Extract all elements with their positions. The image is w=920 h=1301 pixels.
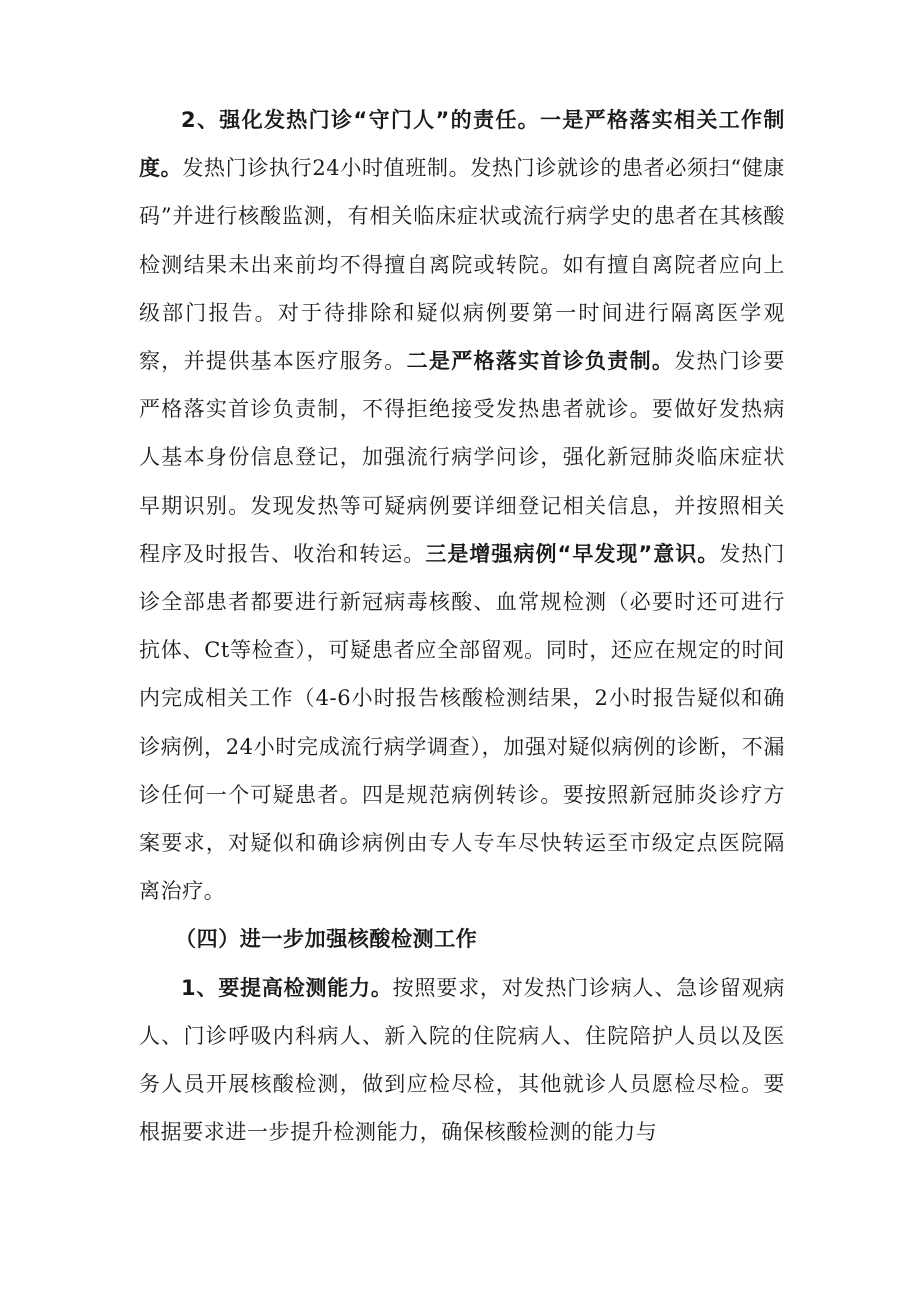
bold-lead-3: 三是增强病例“早发现”意识。 [425,541,720,566]
paragraph-fever-clinic [139,96,785,915]
document-body [139,96,785,1156]
body-text-2: 发热门诊要严格落实首诊负责制，不得拒绝接受发热患者就诊。要做好发热病人基本身份信息登记，加强流行病学问诊，强化新冠肺炎临床症状早期识别。发现发热等可疑病例要详细登记相关信息，并按照相关程序及时报告、收治和转运。 [139,349,786,566]
body-text-4: 按照要求，对发热门诊病人、急诊留观病人、门诊呼吸内科病人、新入院的住院病人、住院陪护人员以及医务人员开展核酸检测，做到应检尽检，其他就诊人员愿检尽检。要根据要求进一步提升检测能力，确保核酸检测的能力与 [139,975,785,1145]
bold-lead-1: 2、强化发热门诊“守门人”的责任。一是严格落实相关工作制度。 [139,108,785,181]
bold-lead-4: 1、要提高检测能力。 [181,975,393,1000]
body-text-3: 发热门诊全部患者都要进行新冠病毒核酸、血常规检测（必要时还可进行抗体、Ct等检查），可疑患者应全部留观。同时，还应在规定的时间内完成相关工作（4-6小时报告核酸检测结果，2小时报告疑似和确诊病例，24小时完成流行病学调查），加强对疑似病例的诊断，不漏诊任何一个可疑患者。四是规范病例转诊。要按照新冠肺炎诊疗方案要求，对疑似和确诊病例由专人专车尽快转运至市级定点医院隔离治疗。 [139,541,785,904]
paragraph-testing-capacity [139,964,785,1157]
section-heading: （四）进一步加强核酸检测工作 [175,926,478,952]
body-text-1: 发热门诊执行24小时值班制。发热门诊就诊的患者必须扫“健康码”并进行核酸监测，有相关临床症状或流行病学史的患者在其核酸检测结果未出来前均不得擅自离院或转院。如有擅自离院者应向上级部门报告。对于待排除和疑似病例要第一时间进行隔离医学观察，并提供基本医疗服务。 [139,156,786,374]
bold-lead-2: 二是严格落实首诊负责制。 [406,349,675,374]
